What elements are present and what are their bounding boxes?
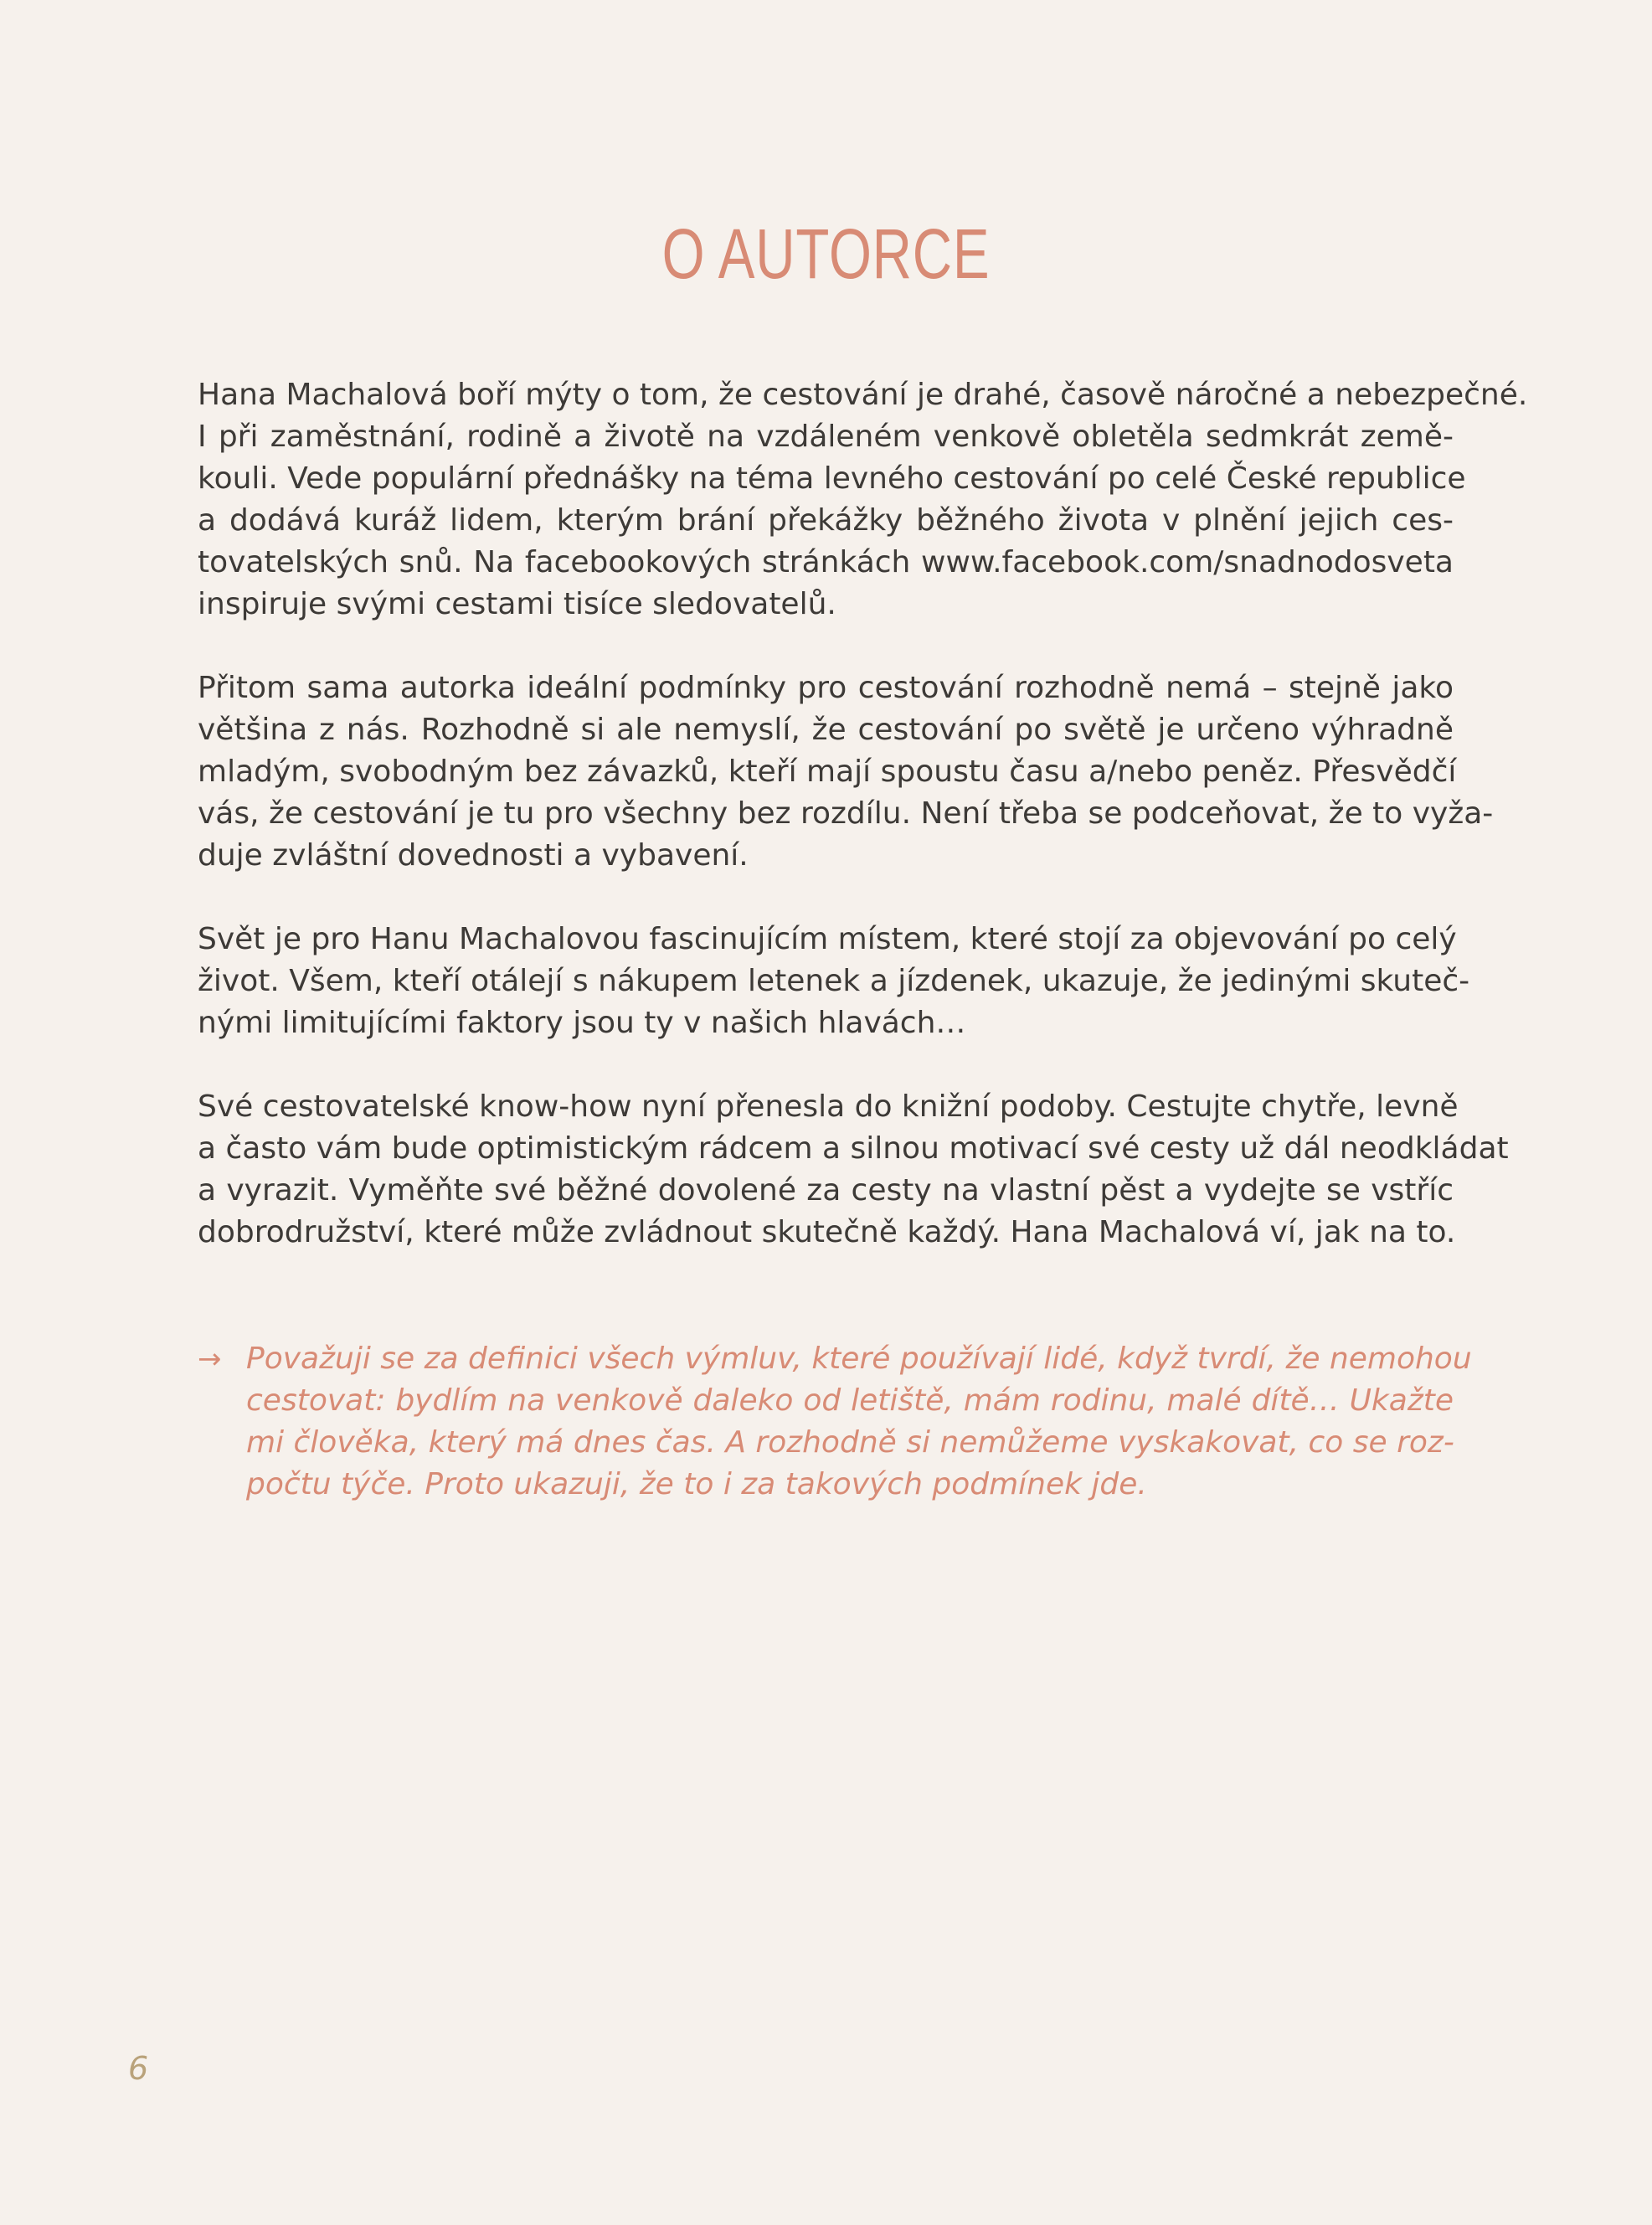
quote-text (246, 1338, 1472, 1506)
text-line: a vyrazit. Vyměňte své běžné dovolené za cesty na vlastní pěst a vydejte se vstříc (198, 1173, 1454, 1208)
text-line: a často vám bude optimistickým rádcem a silnou motivací své cesty už dál neodkládat (198, 1131, 1509, 1166)
text-line: duje zvláštní dovednosti a vybavení. (198, 838, 749, 873)
text-line: život. Všem, kteří otálejí s nákupem letenek a jízdenek, ukazuje, že jedinými skuteč- (198, 964, 1470, 998)
text-line: mladým, svobodným bez závazků, kteří mají spoustu času a/nebo peněz. Přesvědčí (198, 755, 1457, 789)
page-title: O AUTORCE (661, 214, 991, 293)
text-line: I při zaměstnání, rodině a životě na vzdáleném venkově obletěla sedmkrát země- (198, 420, 1454, 454)
quote-line: počtu týče. Proto ukazuji, že to i za takových podmínek jde. (246, 1467, 1147, 1501)
paragraph-4 (198, 1086, 1509, 1254)
quote-line: Považuji se za definici všech výmluv, které používají lidé, když tvrdí, že nemohou (246, 1342, 1472, 1376)
text-line: Hana Machalová boří mýty o tom, že cestování je drahé, časově náročné a nebezpečné. (198, 378, 1528, 412)
paragraph-3 (198, 919, 1470, 1044)
text-line: tovatelských snů. Na facebookových stránkách www.facebook.com/snadnodosveta (198, 545, 1454, 579)
text-line: kouli. Vede populární přednášky na téma levného cestování po celé České republice (198, 461, 1466, 496)
body-text (198, 374, 1528, 1295)
paragraph-1 (198, 374, 1528, 626)
text-line: inspiruje svými cestami tisíce sledovatelů. (198, 587, 836, 621)
text-line: vás, že cestování je tu pro všechny bez rozdílu. Není třeba se podceňovat, že to vyža- (198, 796, 1494, 831)
quote-line: mi člověka, který má dnes čas. A rozhodně si nemůžeme vyskakovat, co se roz- (246, 1425, 1454, 1460)
text-line: Přitom sama autorka ideální podmínky pro cestování rozhodně nemá – stejně jako (198, 671, 1454, 705)
paragraph-2 (198, 667, 1494, 877)
text-line: dobrodružství, které může zvládnout skutečně každý. Hana Machalová ví, jak na to. (198, 1215, 1456, 1249)
text-line: nými limitujícími faktory jsou ty v našich hlavách… (198, 1006, 966, 1040)
author-quote (198, 1338, 1472, 1506)
page-number: 6 (128, 2050, 149, 2087)
text-line: Svět je pro Hanu Machalovou fascinujícím místem, které stojí za objevování po celý (198, 922, 1457, 956)
text-line: většina z nás. Rozhodně si ale nemyslí, že cestování po světě je určeno výhradně (198, 713, 1454, 747)
text-line: a dodává kuráž lidem, kterým brání překážky běžného života v plnění jejich ces- (198, 503, 1454, 538)
text-line: Své cestovatelské know-how nyní přenesla do knižní podoby. Cestujte chytře, levně (198, 1089, 1459, 1124)
quote-line: cestovat: bydlím na venkově daleko od letiště, mám rodinu, malé dítě… Ukažte (246, 1383, 1454, 1418)
arrow-right-icon: → (198, 1342, 222, 1376)
